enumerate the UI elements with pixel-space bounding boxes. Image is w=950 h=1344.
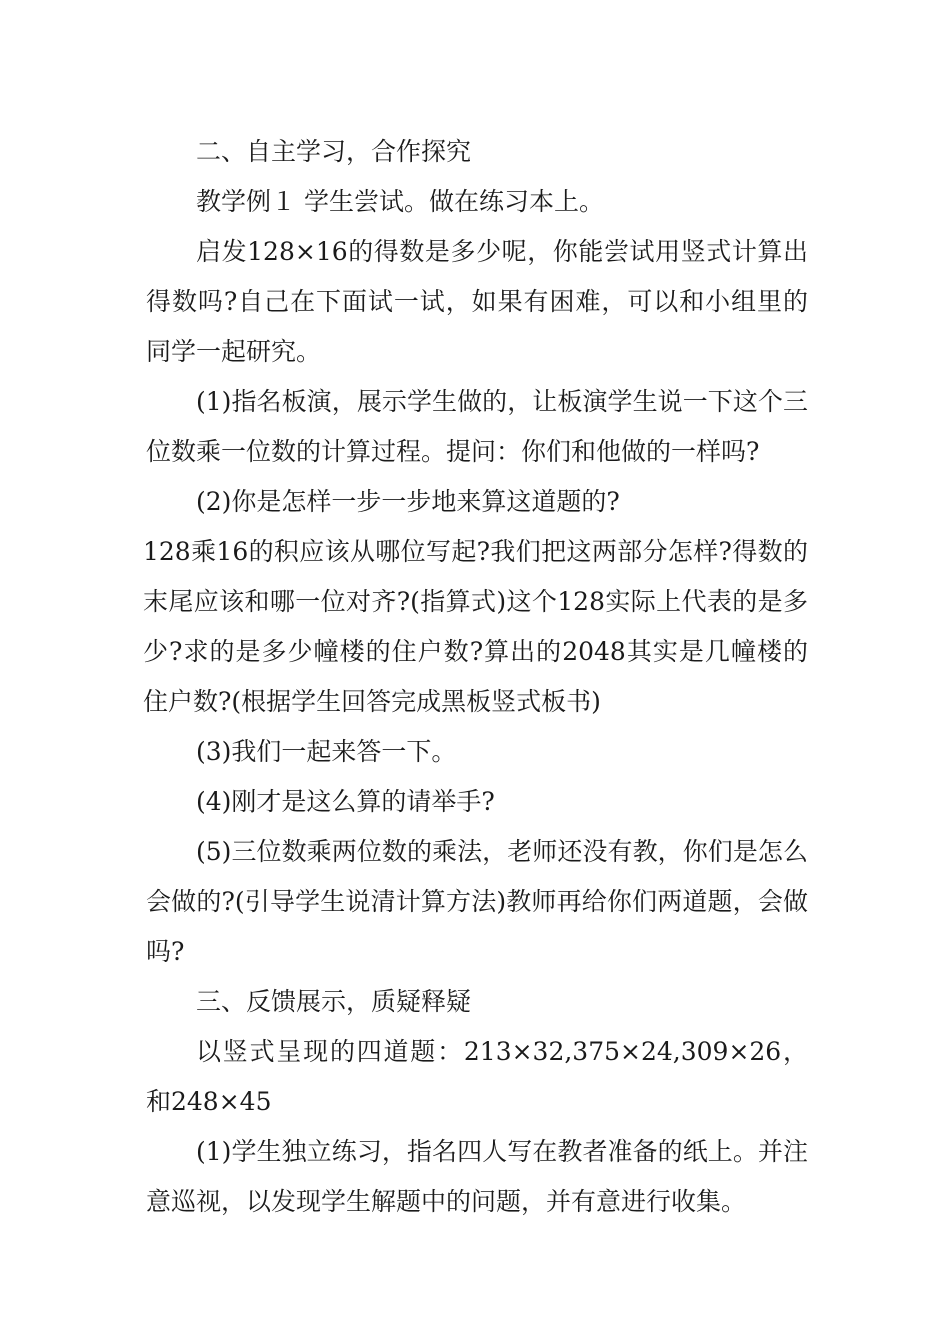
paragraph-step-4: (4)刚才是这么算的请举手? [196,787,495,816]
section-heading-3: 三、反馈展示，质疑释疑 [196,987,472,1016]
section-heading-2: 二、自主学习，合作探究 [196,137,472,166]
document-body [143,127,808,1227]
paragraph-step-5: (5)三位数乘两位数的乘法，老师还没有教，你们是怎么会做的?(引导学生说清计算方法)教师再给你们两道题，会做吗? [146,837,808,966]
paragraph-four-problems: 以竖式呈现的四道题：213×32,375×24,309×26，和248×45 [146,1037,808,1116]
paragraph-step-2: (2)你是怎样一步一步地来算这道题的? [196,487,620,516]
paragraph-step-3: (3)我们一起来答一下。 [196,737,457,766]
paragraph-example-1: 教学例１ 学生尝试。做在练习本上。 [196,187,604,216]
paragraph-questions: 128乘16的积应该从哪位写起?我们把这两部分怎样?得数的末尾应该和哪一位对齐?(指算式)这个128实际上代表的是多少?求的是多少幢楼的住户数?算出的2048其实是几幢楼的住户数?(根据学生回答完成黑板竖式板书) [143,537,808,716]
paragraph-step-1: (1)指名板演，展示学生做的，让板演学生说一下这个三位数乘一位数的计算过程。提问：你们和他做的一样吗? [146,387,808,466]
paragraph-practice-1: (1)学生独立练习，指名四人写在教者准备的纸上。并注意巡视，以发现学生解题中的问题，并有意进行收集。 [146,1137,808,1216]
paragraph-inspire: 启发128×16的得数是多少呢，你能尝试用竖式计算出得数吗?自己在下面试一试，如果有困难，可以和小组里的同学一起研究。 [146,237,808,366]
